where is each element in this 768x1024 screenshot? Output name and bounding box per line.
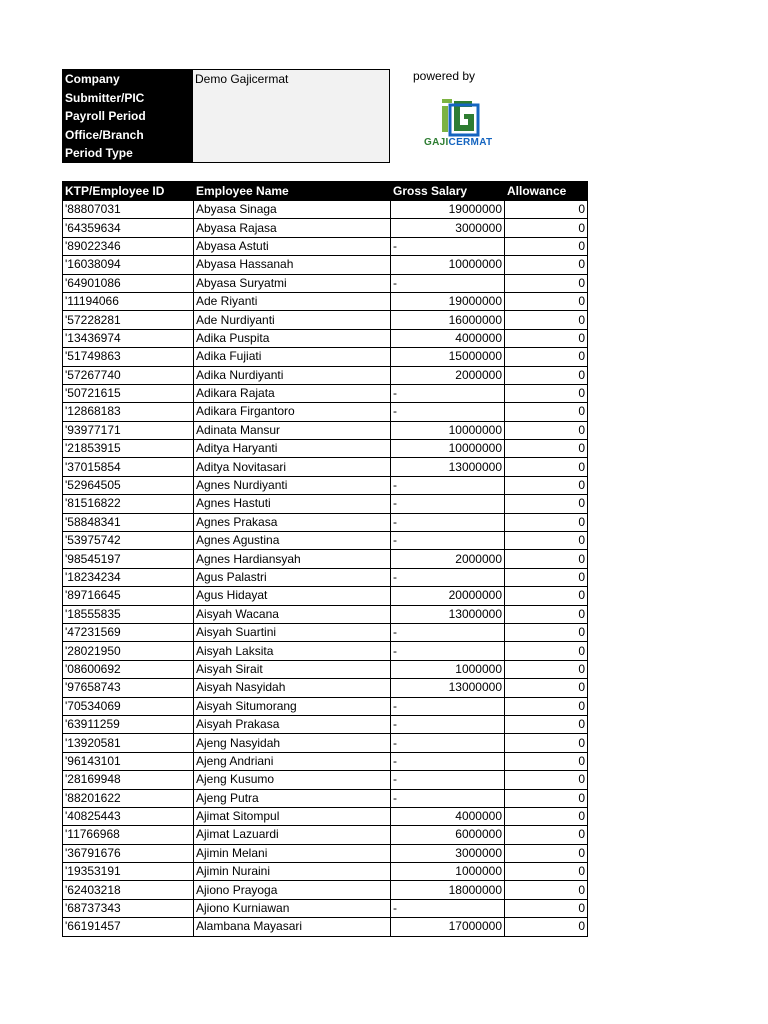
cell-gross-salary[interactable]: 18000000 [391, 881, 505, 899]
cell-employee-id[interactable]: '21853915 [63, 440, 194, 458]
table-row [63, 660, 588, 678]
cell-employee-id[interactable]: '57228281 [63, 311, 194, 329]
table-row [63, 623, 588, 641]
cell-employee-name[interactable]: Adika Puspita [194, 329, 391, 347]
cell-employee-name[interactable]: Aditya Haryanti [194, 440, 391, 458]
cell-gross-salary[interactable]: - [391, 274, 505, 292]
cell-allowance[interactable]: 0 [505, 679, 588, 697]
cell-employee-id[interactable]: '70534069 [63, 697, 194, 715]
cell-employee-name[interactable]: Adika Fujiati [194, 348, 391, 366]
cell-gross-salary[interactable]: - [391, 789, 505, 807]
cell-employee-id[interactable]: '08600692 [63, 660, 194, 678]
table-row [63, 605, 588, 623]
cell-allowance[interactable]: 0 [505, 623, 588, 641]
cell-allowance[interactable]: 0 [505, 513, 588, 531]
table-row [63, 863, 588, 881]
table-row [63, 384, 588, 402]
cell-employee-name[interactable]: Agnes Agustina [194, 532, 391, 550]
cell-allowance[interactable]: 0 [505, 752, 588, 770]
cell-allowance[interactable]: 0 [505, 697, 588, 715]
cell-gross-salary[interactable]: 6000000 [391, 826, 505, 844]
cell-employee-name[interactable]: Ade Nurdiyanti [194, 311, 391, 329]
cell-employee-id[interactable]: '62403218 [63, 881, 194, 899]
cell-allowance[interactable]: 0 [505, 918, 588, 936]
column-header-gross-salary: Gross Salary [391, 182, 505, 201]
info-labels [63, 70, 193, 162]
label-submitter: Submitter/PIC [65, 90, 145, 105]
table-row [63, 311, 588, 329]
cell-employee-name[interactable]: Aditya Novitasari [194, 458, 391, 476]
cell-employee-name[interactable]: Ajimat Sitompul [194, 807, 391, 825]
cell-employee-id[interactable]: '13436974 [63, 329, 194, 347]
table-row [63, 237, 588, 255]
cell-gross-salary[interactable]: 10000000 [391, 256, 505, 274]
cell-employee-id[interactable]: '40825443 [63, 807, 194, 825]
cell-employee-id[interactable]: '28021950 [63, 642, 194, 660]
cell-allowance[interactable]: 0 [505, 826, 588, 844]
cell-gross-salary[interactable]: 13000000 [391, 605, 505, 623]
cell-gross-salary[interactable]: 15000000 [391, 348, 505, 366]
cell-gross-salary[interactable]: - [391, 568, 505, 586]
cell-employee-name[interactable]: Ajimat Lazuardi [194, 826, 391, 844]
cell-gross-salary[interactable]: 10000000 [391, 421, 505, 439]
cell-gross-salary[interactable]: 19000000 [391, 292, 505, 310]
cell-allowance[interactable]: 0 [505, 421, 588, 439]
cell-gross-salary[interactable]: - [391, 734, 505, 752]
cell-employee-id[interactable]: '57267740 [63, 366, 194, 384]
cell-employee-name[interactable]: Abyasa Sinaga [194, 201, 391, 219]
cell-allowance[interactable]: 0 [505, 495, 588, 513]
cell-employee-id[interactable]: '28169948 [63, 771, 194, 789]
cell-gross-salary[interactable]: 10000000 [391, 440, 505, 458]
cell-employee-name[interactable]: Aisyah Situmorang [194, 697, 391, 715]
cell-employee-id[interactable]: '89716645 [63, 587, 194, 605]
cell-gross-salary[interactable]: - [391, 532, 505, 550]
cell-allowance[interactable]: 0 [505, 715, 588, 733]
value-submitter[interactable] [193, 89, 389, 108]
table-row [63, 219, 588, 237]
table-row [63, 697, 588, 715]
cell-employee-name[interactable]: Aisyah Wacana [194, 605, 391, 623]
cell-employee-name[interactable]: Agnes Hastuti [194, 495, 391, 513]
cell-employee-id[interactable]: '52964505 [63, 476, 194, 494]
cell-allowance[interactable]: 0 [505, 292, 588, 310]
cell-employee-name[interactable]: Ajiono Kurniawan [194, 899, 391, 917]
cell-employee-name[interactable]: Ajiono Prayoga [194, 881, 391, 899]
table-row [63, 807, 588, 825]
cell-gross-salary[interactable]: - [391, 513, 505, 531]
table-row [63, 715, 588, 733]
cell-gross-salary[interactable]: - [391, 384, 505, 402]
column-header-allowance: Allowance [505, 182, 588, 201]
cell-employee-name[interactable]: Aisyah Prakasa [194, 715, 391, 733]
cell-allowance[interactable]: 0 [505, 532, 588, 550]
cell-gross-salary[interactable]: - [391, 237, 505, 255]
table-row [63, 403, 588, 421]
table-row [63, 642, 588, 660]
table-row [63, 789, 588, 807]
cell-employee-id[interactable]: '18234234 [63, 568, 194, 586]
cell-employee-id[interactable]: '64359634 [63, 219, 194, 237]
cell-gross-salary[interactable]: - [391, 403, 505, 421]
cell-employee-id[interactable]: '12868183 [63, 403, 194, 421]
table-row [63, 918, 588, 936]
cell-employee-id[interactable]: '88201622 [63, 789, 194, 807]
table-row [63, 274, 588, 292]
cell-gross-salary[interactable]: 4000000 [391, 807, 505, 825]
cell-allowance[interactable]: 0 [505, 863, 588, 881]
cell-allowance[interactable]: 0 [505, 201, 588, 219]
table-row [63, 679, 588, 697]
cell-employee-name[interactable]: Aisyah Laksita [194, 642, 391, 660]
cell-employee-name[interactable]: Aisyah Suartini [194, 623, 391, 641]
cell-employee-name[interactable]: Agus Hidayat [194, 587, 391, 605]
powered-by-text: powered by [413, 69, 476, 83]
column-header-id: KTP/Employee ID [63, 182, 194, 201]
value-office-branch[interactable] [193, 126, 389, 145]
cell-allowance[interactable]: 0 [505, 807, 588, 825]
cell-allowance[interactable]: 0 [505, 771, 588, 789]
cell-employee-id[interactable]: '96143101 [63, 752, 194, 770]
table-row [63, 348, 588, 366]
table-row [63, 734, 588, 752]
cell-employee-name[interactable]: Aisyah Nasyidah [194, 679, 391, 697]
table-row [63, 440, 588, 458]
table-row [63, 366, 588, 384]
table-body [63, 201, 588, 937]
cell-allowance[interactable]: 0 [505, 219, 588, 237]
cell-gross-salary[interactable]: 2000000 [391, 366, 505, 384]
cell-employee-id[interactable]: '53975742 [63, 532, 194, 550]
cell-employee-name[interactable]: Adikara Rajata [194, 384, 391, 402]
cell-gross-salary[interactable]: 3000000 [391, 219, 505, 237]
cell-gross-salary[interactable]: 13000000 [391, 679, 505, 697]
cell-gross-salary[interactable]: - [391, 715, 505, 733]
cell-allowance[interactable]: 0 [505, 440, 588, 458]
cell-gross-salary[interactable]: - [391, 495, 505, 513]
cell-allowance[interactable]: 0 [505, 274, 588, 292]
label-company: Company [65, 72, 120, 86]
cell-employee-name[interactable]: Abyasa Rajasa [194, 219, 391, 237]
cell-employee-id[interactable]: '66191457 [63, 918, 194, 936]
cell-allowance[interactable]: 0 [505, 789, 588, 807]
cell-employee-id[interactable]: '16038094 [63, 256, 194, 274]
cell-employee-id[interactable]: '50721615 [63, 384, 194, 402]
cell-employee-name[interactable]: Ajeng Nasyidah [194, 734, 391, 752]
column-header-name: Employee Name [194, 182, 391, 201]
cell-allowance[interactable]: 0 [505, 384, 588, 402]
cell-employee-id[interactable]: '88807031 [63, 201, 194, 219]
cell-employee-name[interactable]: Agnes Nurdiyanti [194, 476, 391, 494]
logo-text-cermat: CERMAT [448, 137, 493, 148]
cell-gross-salary[interactable]: 16000000 [391, 311, 505, 329]
cell-employee-name[interactable]: Adika Nurdiyanti [194, 366, 391, 384]
cell-gross-salary[interactable]: 13000000 [391, 458, 505, 476]
company-info-box [62, 69, 390, 163]
cell-allowance[interactable]: 0 [505, 256, 588, 274]
cell-employee-name[interactable]: Ajeng Putra [194, 789, 391, 807]
cell-employee-name[interactable]: Abyasa Suryatmi [194, 274, 391, 292]
value-period-type[interactable] [193, 144, 389, 163]
cell-allowance[interactable]: 0 [505, 366, 588, 384]
table-row [63, 881, 588, 899]
cell-allowance[interactable]: 0 [505, 348, 588, 366]
cell-gross-salary[interactable]: 1000000 [391, 660, 505, 678]
value-payroll-period[interactable] [193, 107, 389, 126]
cell-allowance[interactable]: 0 [505, 311, 588, 329]
cell-employee-id[interactable]: '97658743 [63, 679, 194, 697]
cell-gross-salary[interactable]: - [391, 476, 505, 494]
cell-employee-name[interactable]: Agnes Prakasa [194, 513, 391, 531]
cell-gross-salary[interactable]: 1000000 [391, 863, 505, 881]
cell-allowance[interactable]: 0 [505, 734, 588, 752]
cell-allowance[interactable]: 0 [505, 660, 588, 678]
cell-employee-id[interactable]: '89022346 [63, 237, 194, 255]
table-row [63, 476, 588, 494]
cell-employee-id[interactable]: '63911259 [63, 715, 194, 733]
cell-employee-id[interactable]: '81516822 [63, 495, 194, 513]
table-row [63, 826, 588, 844]
cell-employee-id[interactable]: '11766968 [63, 826, 194, 844]
cell-gross-salary[interactable]: 3000000 [391, 844, 505, 862]
cell-allowance[interactable]: 0 [505, 403, 588, 421]
cell-allowance[interactable]: 0 [505, 844, 588, 862]
cell-employee-name[interactable]: Ajeng Andriani [194, 752, 391, 770]
table-row [63, 329, 588, 347]
table-row [63, 421, 588, 439]
table-row [63, 495, 588, 513]
cell-employee-id[interactable]: '37015854 [63, 458, 194, 476]
cell-allowance[interactable]: 0 [505, 587, 588, 605]
label-office-branch: Office/Branch [65, 127, 144, 142]
cell-employee-name[interactable]: Alambana Mayasari [194, 918, 391, 936]
table-row [63, 752, 588, 770]
table-row [63, 771, 588, 789]
cell-allowance[interactable]: 0 [505, 605, 588, 623]
cell-employee-id[interactable]: '19353191 [63, 863, 194, 881]
value-company[interactable]: Demo Gajicermat [195, 72, 289, 86]
info-values [193, 70, 389, 162]
cell-employee-name[interactable]: Ajimin Nuraini [194, 863, 391, 881]
cell-employee-name[interactable]: Ajimin Melani [194, 844, 391, 862]
cell-employee-id[interactable]: '58848341 [63, 513, 194, 531]
cell-employee-id[interactable]: '47231569 [63, 623, 194, 641]
logo-wordmark [424, 137, 492, 148]
table-row [63, 292, 588, 310]
cell-gross-salary[interactable]: - [391, 899, 505, 917]
cell-employee-id[interactable]: '18555835 [63, 605, 194, 623]
cell-allowance[interactable]: 0 [505, 568, 588, 586]
logo-text-gaji: GAJI [424, 137, 449, 148]
cell-allowance[interactable]: 0 [505, 237, 588, 255]
cell-allowance[interactable]: 0 [505, 476, 588, 494]
cell-gross-salary[interactable]: 17000000 [391, 918, 505, 936]
cell-gross-salary[interactable]: 20000000 [391, 587, 505, 605]
cell-gross-salary[interactable]: - [391, 771, 505, 789]
employee-table [62, 181, 588, 937]
cell-employee-id[interactable]: '36791676 [63, 844, 194, 862]
table-row [63, 201, 588, 219]
cell-allowance[interactable]: 0 [505, 329, 588, 347]
table-row [63, 568, 588, 586]
cell-employee-id[interactable]: '68737343 [63, 899, 194, 917]
cell-allowance[interactable]: 0 [505, 899, 588, 917]
table-row [63, 513, 588, 531]
cell-employee-name[interactable]: Aisyah Sirait [194, 660, 391, 678]
cell-employee-name[interactable]: Agus Palastri [194, 568, 391, 586]
cell-employee-name[interactable]: Ade Riyanti [194, 292, 391, 310]
cell-employee-name[interactable]: Agnes Hardiansyah [194, 550, 391, 568]
cell-gross-salary[interactable]: - [391, 642, 505, 660]
cell-employee-id[interactable]: '98545197 [63, 550, 194, 568]
label-payroll-period: Payroll Period [65, 109, 146, 124]
cell-allowance[interactable]: 0 [505, 550, 588, 568]
cell-gross-salary[interactable]: - [391, 752, 505, 770]
table-row [63, 458, 588, 476]
cell-employee-name[interactable]: Abyasa Hassanah [194, 256, 391, 274]
cell-gross-salary[interactable]: - [391, 623, 505, 641]
cell-gross-salary[interactable]: 19000000 [391, 201, 505, 219]
table-row [63, 899, 588, 917]
cell-employee-id[interactable]: '13920581 [63, 734, 194, 752]
cell-employee-id[interactable]: '93977171 [63, 421, 194, 439]
label-period-type: Period Type [65, 146, 133, 161]
cell-allowance[interactable]: 0 [505, 458, 588, 476]
cell-gross-salary[interactable]: - [391, 697, 505, 715]
table-row [63, 844, 588, 862]
cell-employee-name[interactable]: Abyasa Astuti [194, 237, 391, 255]
cell-allowance[interactable]: 0 [505, 642, 588, 660]
cell-gross-salary[interactable]: 2000000 [391, 550, 505, 568]
cell-allowance[interactable]: 0 [505, 881, 588, 899]
table-header-row [63, 182, 588, 201]
cell-employee-name[interactable]: Adinata Mansur [194, 421, 391, 439]
cell-employee-name[interactable]: Ajeng Kusumo [194, 771, 391, 789]
cell-employee-name[interactable]: Adikara Firgantoro [194, 403, 391, 421]
cell-employee-id[interactable]: '11194066 [63, 292, 194, 310]
cell-employee-id[interactable]: '64901086 [63, 274, 194, 292]
table-row [63, 587, 588, 605]
table-row [63, 256, 588, 274]
table-row [63, 550, 588, 568]
table-row [63, 532, 588, 550]
cell-employee-id[interactable]: '51749863 [63, 348, 194, 366]
cell-gross-salary[interactable]: 4000000 [391, 329, 505, 347]
